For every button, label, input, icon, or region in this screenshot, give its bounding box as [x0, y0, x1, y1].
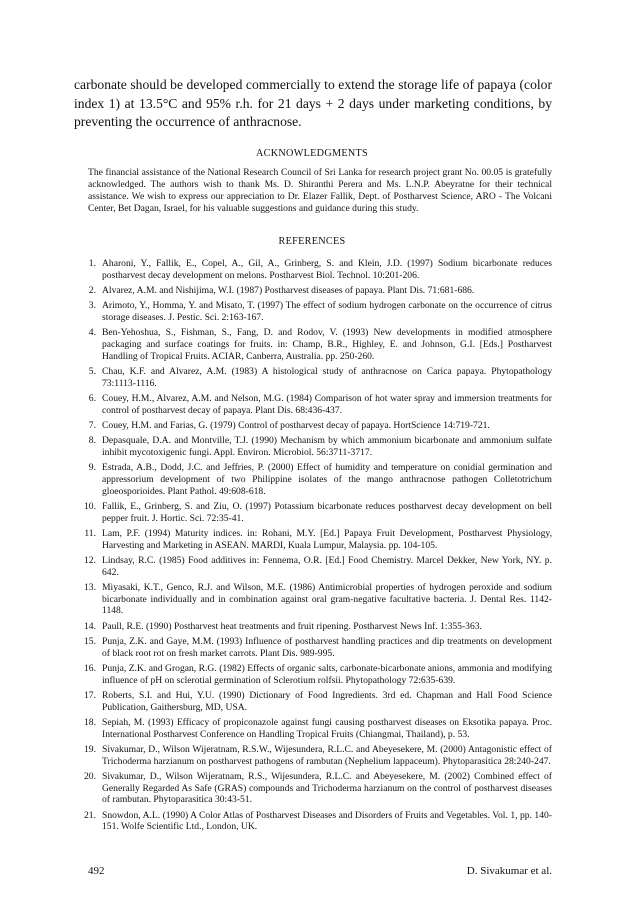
reference-number: 21.	[84, 809, 96, 821]
reference-text: Ben-Yehoshua, S., Fishman, S., Fang, D. and Rodov, V. (1993) New developments in modified atmosphere packaging and surface coatings for fruits. in: Champ, B.R., Highley, E. and Johnson, G.I. [Eds.] Postharvest Handling of Tropical Fruits. ACIAR, Canberra, Australia. pp. 250-260.	[102, 327, 552, 362]
reference-text: Chau, K.F. and Alvarez, A.M. (1983) A histological study of anthracnose on Carica papaya. Phytopathology 73:1113-1116.	[102, 366, 552, 389]
reference-text: Roberts, S.I. and Hui, Y.U. (1990) Dictionary of Food Ingredients. 3rd ed. Chapman and Hall Food Science Publication, Gaithersburg, MD, USA.	[102, 690, 552, 713]
reference-text: Sivakumar, D., Wilson Wijeratnam, R.S.W., Wijesundera, R.L.C. and Abeyesekere, M. (2000) Antagonistic effect of Trichoderma harzianum on postharvest pathogens of rambutan (Nephelium lappaceum). Phytoparasitica 28:240-247.	[102, 744, 552, 767]
reference-item	[74, 663, 552, 686]
reference-text: Couey, H.M. and Farias, G. (1979) Control of postharvest decay of papaya. HortScience 14:719-721.	[102, 420, 490, 431]
page-number: 492	[88, 865, 105, 877]
reference-item	[74, 420, 552, 432]
reference-number: 16.	[84, 663, 96, 674]
references-heading: REFERENCES	[278, 236, 346, 247]
reference-item	[74, 501, 552, 524]
intro-paragraph: carbonate should be developed commercially to extend the storage life of papaya (color index 1) at 13.5°C and 95% r.h. for 21 days + 2 days under marketing conditions, by preventing the occurrence of anthracnose.	[74, 77, 552, 129]
reference-text: Paull, R.E. (1990) Postharvest heat treatments and fruit ripening. Postharvest News Inf. 1:355-363.	[102, 620, 482, 632]
references-list	[74, 258, 552, 837]
reference-number: 4.	[88, 327, 96, 339]
reference-item	[74, 285, 552, 297]
reference-number: 12.	[84, 555, 96, 566]
reference-number: 14.	[84, 620, 96, 632]
reference-item	[74, 810, 552, 833]
reference-item	[74, 462, 552, 497]
acknowledgments-text: The financial assistance of the National Research Council of Sri Lanka for research project grant No. 00.05 is gratefully acknowledged. The authors wish to thank Ms. D. Shiranthi Perera and Ms. L.N.P. Abeyratne for their technical assistance. We wish to express our appreciation to Dr. Elazer Fallik, Dept. of Postharvest Science, ARO - The Volcani Center, Bet Dagan, Israel, for his valuable suggestions and guidance during this study.	[88, 167, 552, 215]
reference-number: 5.	[88, 366, 96, 377]
reference-text: Depasquale, D.A. and Montville, T.J. (1990) Mechanism by which ammonium bicarbonate and ammonium sulfate inhibit mycotoxigenic fungi. Appl. Environ. Microbiol. 56:3711-3717.	[102, 435, 552, 458]
reference-text: Sepiah, M. (1993) Efficacy of propiconazole against fungi causing postharvest diseases on Eksotika papaya. Proc. International Postharvest Conference on Handling Tropical Fruits (Chiangmai, Thailand), p. 53.	[102, 717, 552, 740]
reference-number: 2.	[88, 285, 96, 296]
reference-item	[74, 690, 552, 713]
reference-item	[74, 744, 552, 767]
reference-number: 9.	[88, 462, 96, 474]
reference-item	[74, 555, 552, 578]
reference-text: Punja, Z.K. and Grogan, R.G. (1982) Effects of organic salts, carbonate-bicarbonate anions, ammonia and modifying influence of pH on sclerotial germination of Sclerotium rolfsii. Phytopathology 72:635-639.	[102, 663, 552, 686]
reference-text: Snowdon, A.L. (1990) A Color Atlas of Postharvest Diseases and Disorders of Fruits and Vegetables. Vol. 1, pp. 140-151. Wolfe Scientific Ltd., London, UK.	[102, 809, 552, 833]
running-author	[467, 865, 552, 877]
reference-item	[74, 435, 552, 458]
reference-number: 3.	[88, 300, 96, 312]
reference-item	[74, 582, 552, 617]
reference-number: 18.	[84, 717, 96, 728]
reference-text: Punja, Z.K. and Gaye, M.M. (1993) Influence of postharvest handling practices and dip treatments on development of black root rot on fresh market carrots. Plant Dis. 989-995.	[102, 636, 552, 659]
reference-number: 20.	[84, 771, 96, 782]
reference-item	[74, 393, 552, 416]
reference-text: Fallik, E., Grinberg, S. and Ziu, O. (1997) Potassium bicarbonate reduces postharvest decay development on bell pepper fruit. J. Hortic. Sci. 72:35-41.	[102, 501, 552, 524]
reference-item	[74, 327, 552, 362]
reference-item	[74, 636, 552, 659]
reference-number: 1.	[88, 258, 96, 269]
reference-text: Alvarez, A.M. and Nishijima, W.I. (1987) Postharvest diseases of papaya. Plant Dis. 71:681-686.	[102, 285, 475, 296]
reference-text: Arimoto, Y., Homma, Y. and Misato, T. (1997) The effect of sodium hydrogen carbonate on the occurrence of citrus storage diseases. J. Pestic. Sci. 2:163-167.	[102, 300, 552, 323]
reference-text: Sivakumar, D., Wilson Wijeratnam, R.S., Wijesundera, R.L.C. and Abeyesekere, M. (2002) Combined effect of Generally Regarded As Safe (GRAS) compounds and Trichoderma harzianum on the control of postharvest diseases of rambutan. Phytoparasitica 30:43-51.	[102, 771, 552, 806]
reference-text: Couey, H.M., Alvarez, A.M. and Nelson, M.G. (1984) Comparison of hot water spray and immersion treatments for control of postharvest decay of papaya. Plant Dis. 68:436-437.	[102, 393, 552, 416]
reference-item	[74, 258, 552, 281]
reference-item	[74, 300, 552, 323]
acknowledgments-heading: ACKNOWLEDGMENTS	[255, 148, 369, 159]
reference-text: Lam, P.F. (1994) Maturity indices. in: Rohani, M.Y. [Ed.] Papaya Fruit Development, Postharvest Physiology, Harvesting and Marketing in ASEAN. MARDI, Kuala Lumpur, Malaysia. pp. 104-105.	[102, 528, 552, 551]
reference-item	[74, 528, 552, 551]
reference-number: 8.	[88, 435, 96, 447]
reference-number: 17.	[84, 690, 96, 701]
reference-item	[74, 366, 552, 389]
reference-text: Miyasaki, K.T., Genco, R.J. and Wilson, M.E. (1986) Antimicrobial properties of hydrogen peroxide and sodium bicarbonate individually and in combination against oral gram-negative facultative bacteria. J. Dental Res. 1142-1148.	[102, 582, 552, 617]
reference-text: Lindsay, R.C. (1985) Food additives in: Fennema, O.R. [Ed.] Food Chemistry. Marcel Dekker, New York, NY. p. 642.	[102, 555, 552, 578]
reference-number: 15.	[84, 636, 96, 647]
reference-item	[74, 621, 552, 633]
reference-number: 11.	[84, 528, 96, 539]
reference-text: Estrada, A.B., Dodd, J.C. and Jeffries, P. (2000) Effect of humidity and temperature on conidial germination and appressorium development of two Philippine isolates of the mango anthracnose pathogen Colletotrichum gloeosporioides. Plant Pathol. 49:608-618.	[102, 462, 552, 497]
reference-number: 19.	[84, 744, 96, 755]
reference-item	[74, 717, 552, 740]
reference-text: Aharoni, Y., Fallik, E., Copel, A., Gil, A., Grinberg, S. and Klein, J.D. (1997) Sodium bicarbonate reduces postharvest decay development on melons. Postharvest Biol. Technol. 10:201-206.	[102, 258, 552, 281]
reference-number: 6.	[88, 393, 96, 404]
running-author-text: D. Sivakumar et al.	[466, 865, 552, 877]
reference-number: 10.	[84, 501, 96, 512]
reference-number: 13.	[84, 582, 96, 593]
reference-number: 7.	[88, 420, 96, 431]
reference-item	[74, 771, 552, 806]
